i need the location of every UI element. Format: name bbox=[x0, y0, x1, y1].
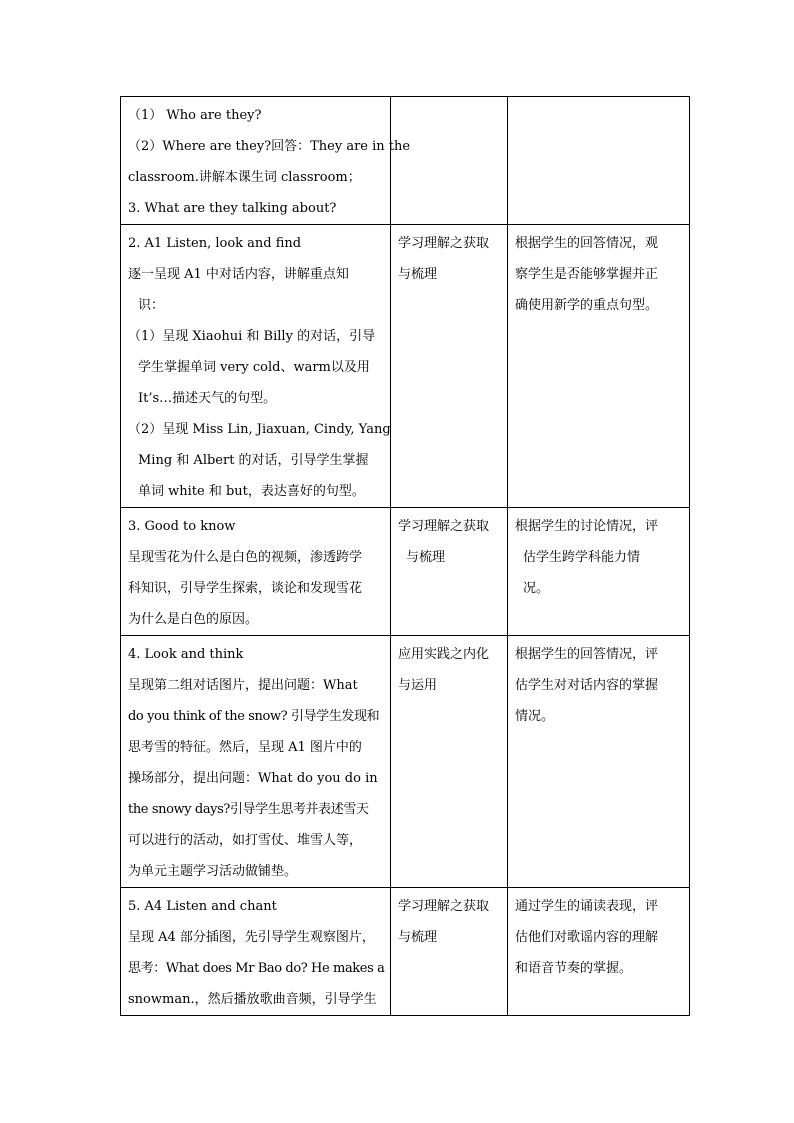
assessment-line: 察学生是否能够掌握并正 bbox=[515, 267, 659, 282]
table-row bbox=[121, 97, 690, 225]
activity-cell bbox=[121, 97, 411, 225]
assessment-cell bbox=[508, 225, 690, 508]
objective-line: 学习理解之获取 bbox=[398, 519, 490, 534]
activity-line: （2）Where are they?回答：They are in the bbox=[128, 139, 411, 154]
activity-cell bbox=[121, 636, 391, 888]
activity-line: 呈现 A4 部分插图，先引导学生观察图片， bbox=[128, 930, 375, 945]
activity-line: do you think of the snow? 引导学生发现和 bbox=[128, 709, 380, 724]
activity-line: 逐一呈现 A1 中对话内容，讲解重点知 bbox=[128, 267, 349, 282]
assessment-line: 根据学生的回答情况，评 bbox=[515, 647, 659, 662]
lesson-plan-table bbox=[120, 96, 690, 1016]
objective-line: 与梳理 bbox=[398, 930, 438, 945]
table-row bbox=[121, 225, 690, 508]
assessment-line: 情况。 bbox=[515, 709, 555, 724]
activity-line: 思考：What does Mr Bao do? He makes a bbox=[128, 961, 385, 976]
objective-line: 应用实践之内化 bbox=[398, 647, 490, 662]
activity-line: 学生掌握单词 very cold、warm以及用 bbox=[138, 360, 370, 375]
activity-line: 呈现第二组对话图片，提出问题：What bbox=[128, 678, 358, 693]
activity-line: Ming 和 Albert 的对话，引导学生掌握 bbox=[138, 453, 369, 468]
activity-line: 科知识，引导学生探索，谈论和发现雪花 bbox=[128, 581, 363, 596]
activity-line: classroom.讲解本课生词 classroom； bbox=[128, 170, 361, 185]
activity-line: （1）呈现 Xiaohui 和 Billy 的对话，引导 bbox=[128, 329, 376, 344]
activity-line: 4. Look and think bbox=[128, 647, 244, 662]
activity-cell bbox=[121, 225, 391, 508]
activity-line: （1） Who are they? bbox=[128, 108, 262, 123]
activity-line: 操场部分，提出问题：What do you do in bbox=[128, 771, 378, 786]
activity-line: （2）呈现 Miss Lin, Jiaxuan, Cindy, Yang bbox=[128, 422, 391, 437]
assessment-line: 估学生跨学科能力情 bbox=[523, 550, 641, 565]
objective-line: 与梳理 bbox=[406, 550, 446, 565]
activity-line: 为单元主题学习活动做铺垫。 bbox=[128, 864, 298, 879]
activity-cell bbox=[121, 508, 391, 636]
activity-line: 为什么是白色的原因。 bbox=[128, 612, 259, 627]
objective-cell bbox=[391, 508, 508, 636]
objective-line: 与运用 bbox=[398, 678, 438, 693]
objective-line: 学习理解之获取 bbox=[398, 236, 490, 251]
activity-line: the snowy days?引导学生思考并表述雪天 bbox=[128, 802, 369, 817]
activity-line: 2. A1 Listen, look and find bbox=[128, 236, 302, 251]
objective-cell bbox=[391, 888, 508, 1016]
activity-line: It’s…描述天气的句型。 bbox=[138, 391, 277, 406]
activity-line: 可以进行的活动，如打雪仗、堆雪人等， bbox=[128, 833, 363, 848]
assessment-cell bbox=[508, 97, 690, 225]
objective-cell bbox=[391, 97, 508, 225]
assessment-line: 确使用新学的重点句型。 bbox=[515, 298, 659, 313]
activity-line: 呈现雪花为什么是白色的视频，渗透跨学 bbox=[128, 550, 363, 565]
assessment-line: 估他们对歌谣内容的理解 bbox=[515, 930, 659, 945]
assessment-line: 根据学生的讨论情况，评 bbox=[515, 519, 659, 534]
table-row bbox=[121, 508, 690, 636]
objective-cell bbox=[391, 636, 508, 888]
objective-line: 学习理解之获取 bbox=[398, 899, 490, 914]
activity-line: snowman.，然后播放歌曲音频，引导学生 bbox=[128, 992, 377, 1007]
objective-line: 与梳理 bbox=[398, 267, 438, 282]
activity-line: 3. Good to know bbox=[128, 519, 236, 534]
assessment-line: 估学生对对话内容的掌握 bbox=[515, 678, 659, 693]
assessment-line: 通过学生的诵读表现，评 bbox=[515, 899, 659, 914]
assessment-line: 况。 bbox=[523, 581, 550, 596]
activity-line: 思考雪的特征。然后，呈现 A1 图片中的 bbox=[128, 740, 362, 755]
activity-line: 识： bbox=[138, 298, 165, 313]
table-row bbox=[121, 636, 690, 888]
assessment-line: 和语音节奏的掌握。 bbox=[515, 961, 633, 976]
activity-cell bbox=[121, 888, 391, 1016]
assessment-cell bbox=[508, 508, 690, 636]
activity-line: 5. A4 Listen and chant bbox=[128, 899, 277, 914]
table-row bbox=[121, 888, 690, 1016]
activity-line: 3. What are they talking about? bbox=[128, 201, 337, 216]
objective-cell bbox=[391, 225, 508, 508]
assessment-line: 根据学生的回答情况，观 bbox=[515, 236, 659, 251]
assessment-cell bbox=[508, 888, 690, 1016]
activity-line: 单词 white 和 but，表达喜好的句型。 bbox=[138, 484, 365, 499]
assessment-cell bbox=[508, 636, 690, 888]
